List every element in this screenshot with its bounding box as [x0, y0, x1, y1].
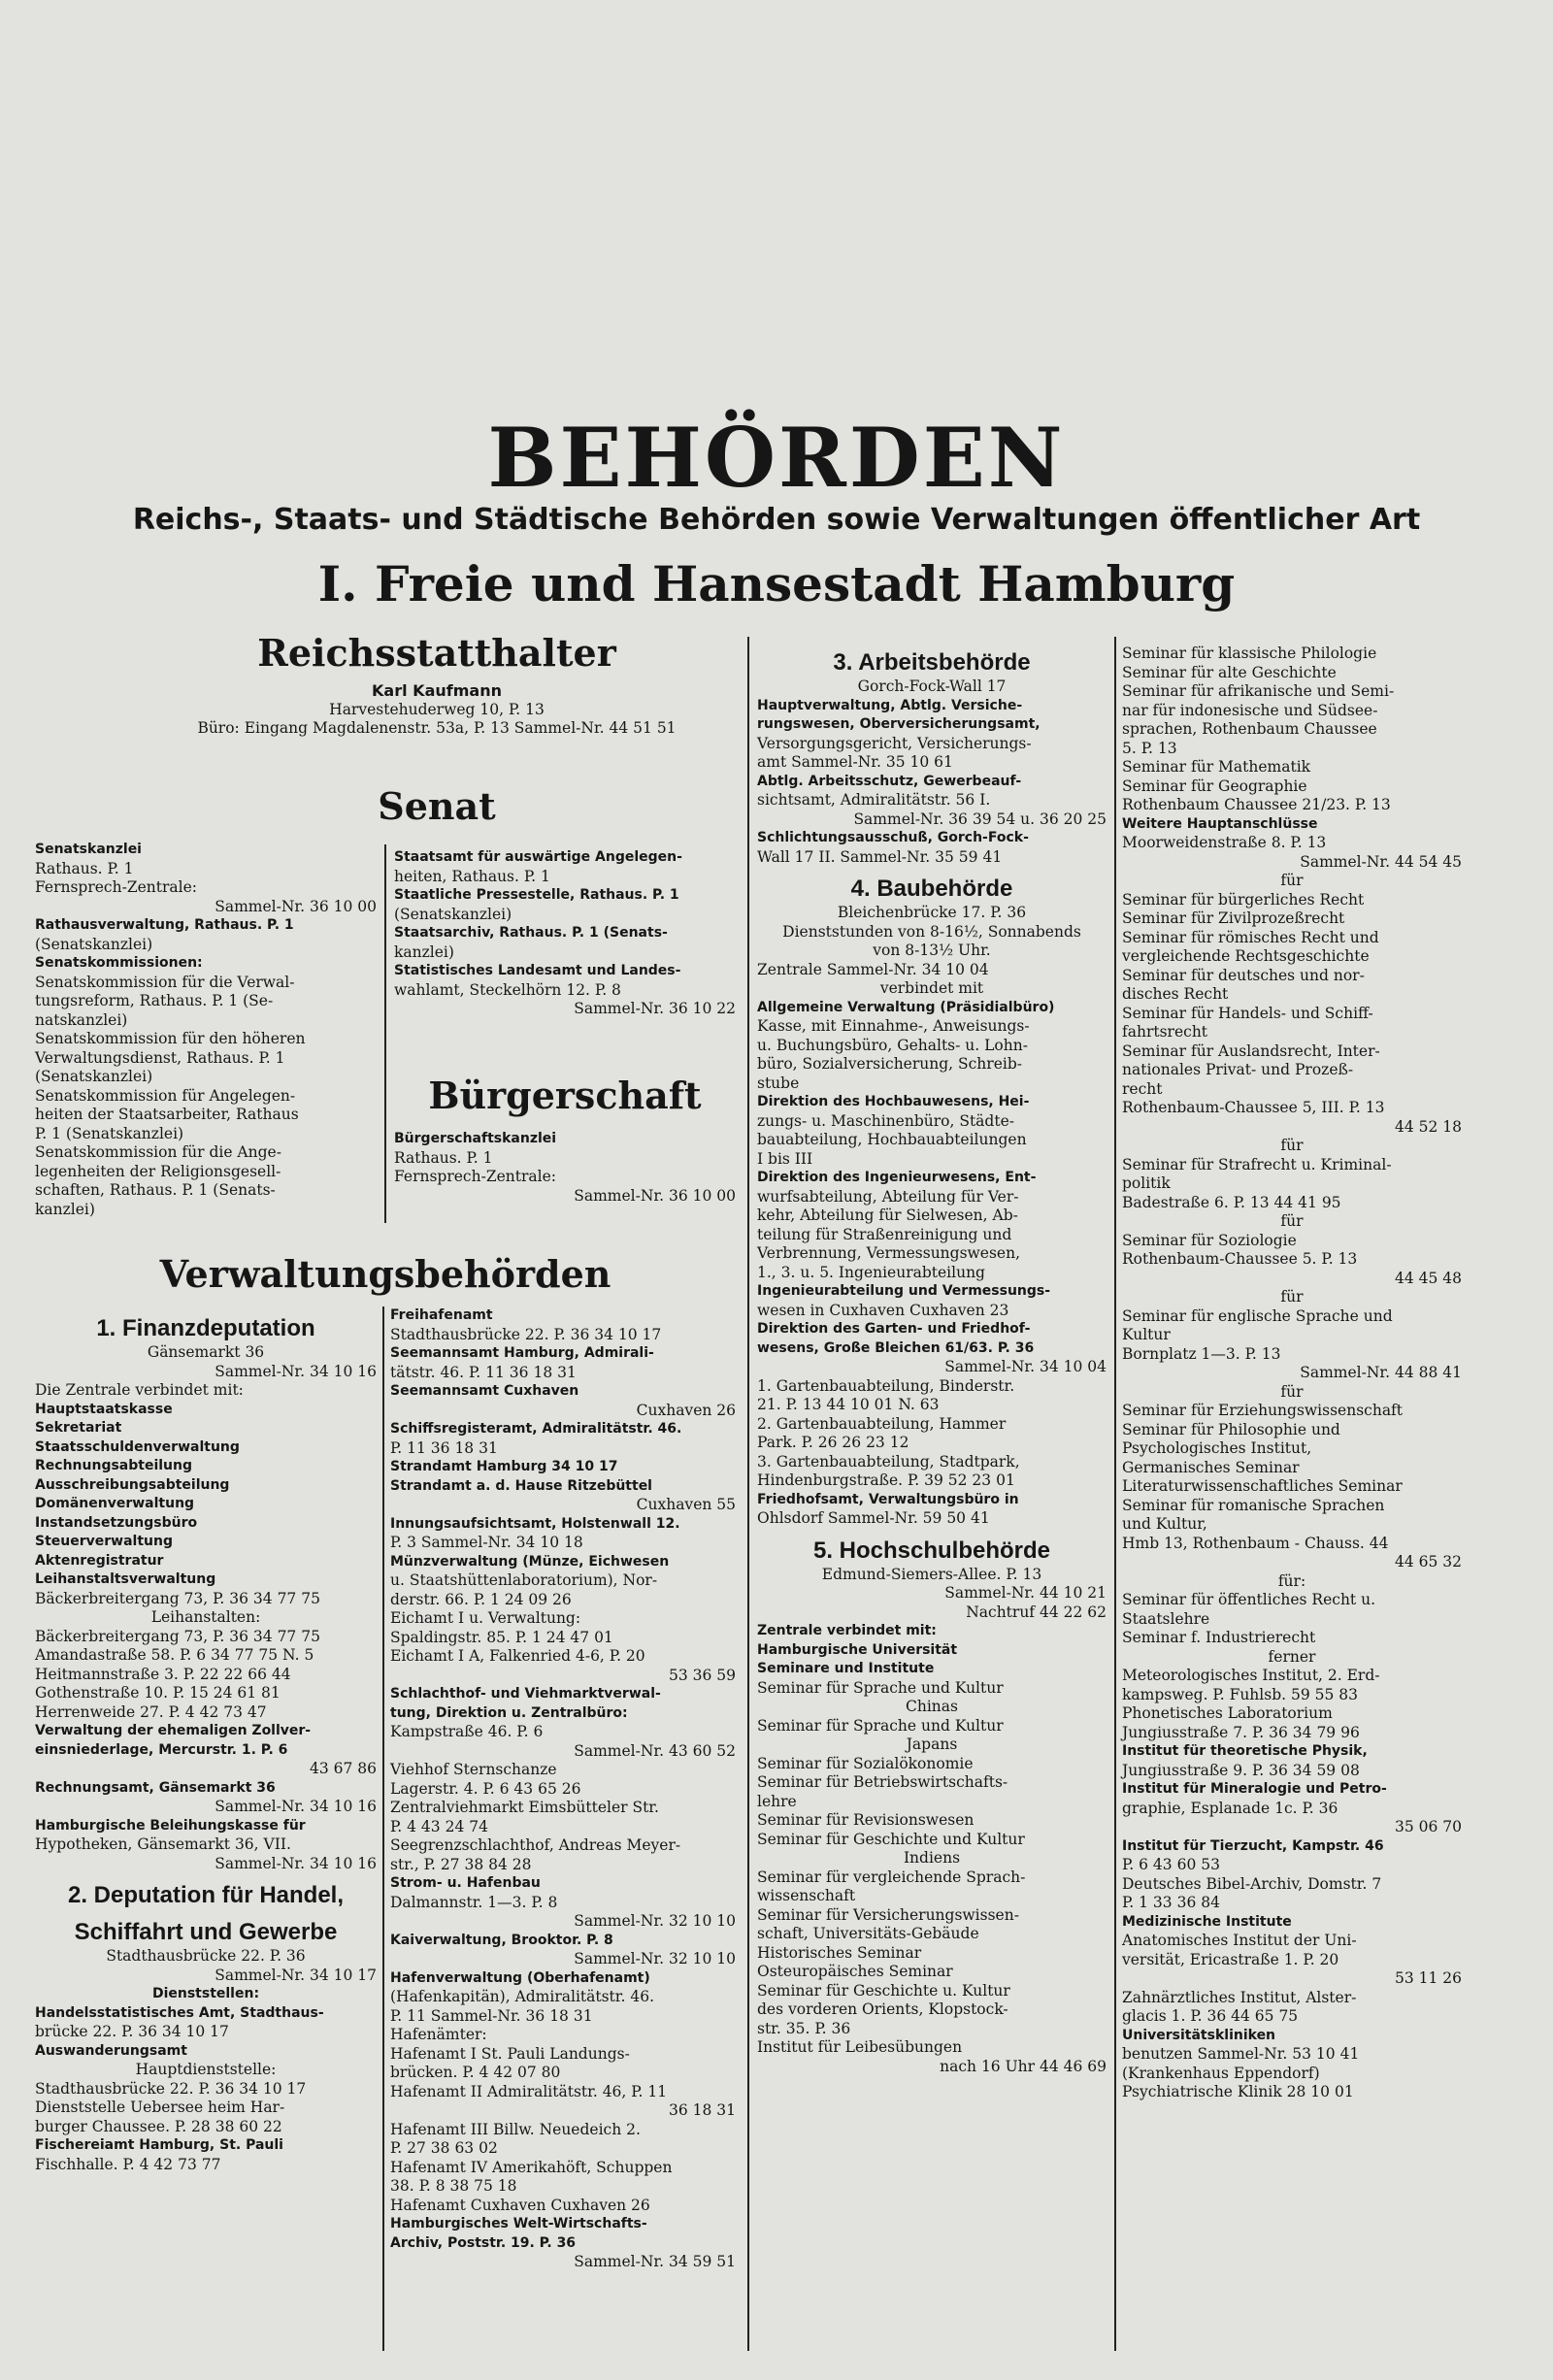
- text-line: Sammel-Nr. 44 54 45: [1300, 852, 1462, 871]
- text-line: kehr, Abteilung für Sielwesen, Ab-: [757, 1207, 1018, 1224]
- text-line: Steuerverwaltung: [35, 1534, 173, 1549]
- text-line: Lagerstr. 4. P. 6 43 65 26: [390, 1779, 581, 1798]
- text-line: Freihafenamt: [390, 1307, 493, 1323]
- text-line: Seminar für vergleichende Sprach-: [757, 1868, 1026, 1886]
- text-line: für: [1280, 1288, 1304, 1306]
- text-line: u. Buchungsbüro, Gehalts- u. Lohn-: [757, 1036, 1028, 1054]
- text-line: Hindenburgstraße. P. 39 52 23 01: [757, 1471, 1015, 1489]
- text-line: Seemannsamt Cuxhaven: [390, 1383, 579, 1399]
- text-line: tung, Direktion u. Zentralbüro:: [390, 1704, 628, 1721]
- text-line: 38. P. 8 38 75 18: [390, 2177, 517, 2195]
- text-line: Ausschreibungsabteilung: [35, 1476, 230, 1493]
- text-line: 35 06 70: [1394, 1818, 1462, 1835]
- text-line: Dienststellen:: [151, 1986, 260, 2001]
- text-line: Seminar für römisches Recht und: [1122, 928, 1379, 946]
- text-line: Viehhof Sternschanze: [390, 1761, 557, 1778]
- text-line: Sammel-Nr. 32 10 10: [574, 1912, 736, 1930]
- text-line: Herrenweide 27. P. 4 42 73 47: [35, 1702, 267, 1721]
- text-line: P. 1 (Senatskanzlei): [35, 1124, 184, 1142]
- text-line: Rothenbaum-Chaussee 5. P. 13: [1122, 1250, 1358, 1268]
- text-line: teilung für Straßenreinigung und: [757, 1225, 1012, 1243]
- text-line: 44 52 18: [1394, 1117, 1462, 1136]
- text-line: Literaturwissenschaftliches Seminar: [1122, 1477, 1403, 1495]
- text-line: wesen in Cuxhaven Cuxhaven 23: [757, 1301, 1009, 1319]
- region-heading: I. Freie und Hansestadt Hamburg: [317, 555, 1236, 612]
- text-line: Stadthausbrücke 22. P. 36 34 10 17: [390, 1325, 662, 1343]
- text-line: Heitmannstraße 3. P. 22 22 66 44: [35, 1665, 291, 1683]
- text-line: Strandamt Hamburg 34 10 17: [390, 1459, 618, 1474]
- text-line: Hauptstaatskasse: [35, 1401, 173, 1417]
- text-line: büro, Sozialversicherung, Schreib-: [757, 1055, 1022, 1073]
- text-line: und Kultur,: [1122, 1515, 1207, 1533]
- text-line: natskanzlei): [35, 1010, 128, 1029]
- text-line: Seminar für Betriebswirtschafts-: [757, 1773, 1008, 1791]
- text-line: Seminar für Auslandsrecht, Inter-: [1122, 1041, 1380, 1060]
- page-title: BEHÖRDEN: [487, 410, 1066, 506]
- text-line: derstr. 66. P. 1 24 09 26: [390, 1590, 572, 1608]
- text-line: Bäckerbreitergang 73, P. 36 34 77 75: [35, 1589, 320, 1607]
- text-line: Gorch-Fock-Wall 17: [857, 678, 1007, 695]
- text-line: Zentrale Sammel-Nr. 34 10 04: [757, 960, 989, 978]
- text-line: Nachtruf 44 22 62: [966, 1603, 1107, 1621]
- text-line: Seminar für Geographie: [1122, 777, 1307, 795]
- text-line: (Senatskanzlei): [35, 1068, 153, 1085]
- department-heading: 1. Finanzdeputation: [96, 1315, 315, 1341]
- text-line: Phonetisches Laboratorium: [1122, 1704, 1333, 1722]
- text-line: lehre: [757, 1792, 797, 1810]
- text-line: Zentrale verbindet mit:: [757, 1623, 937, 1638]
- text-line: heiten, Rathaus. P. 1: [394, 867, 550, 885]
- text-line: 1. Gartenbauabteilung, Binderstr.: [757, 1376, 1015, 1395]
- text-line: Seminar für Erziehungswissenschaft: [1122, 1402, 1404, 1419]
- text-line: 3. Gartenbauabteilung, Stadtpark,: [757, 1452, 1020, 1471]
- text-line: Archiv, Poststr. 19. P. 36: [390, 2234, 577, 2251]
- text-line: versität, Ericastraße 1. P. 20: [1122, 1950, 1339, 1968]
- text-line: Instandsetzungsbüro: [35, 1514, 198, 1531]
- text-line: Bäckerbreitergang 73, P. 36 34 77 75: [35, 1627, 320, 1645]
- text-line: Germanisches Seminar: [1122, 1458, 1300, 1476]
- text-line: graphie, Esplanade 1c. P. 36: [1122, 1799, 1338, 1817]
- text-line: Seemannsamt Hamburg, Admirali-: [390, 1345, 654, 1361]
- text-line: Leihanstalten:: [150, 1608, 261, 1626]
- text-line: Zentralviehmarkt Eimsbütteler Str.: [390, 1799, 659, 1816]
- text-line: Indiens: [903, 1849, 961, 1867]
- text-line: Seminar für deutsches und nor-: [1122, 966, 1365, 984]
- text-line: Seminare und Institute: [757, 1661, 935, 1676]
- text-line: für: [1280, 1137, 1304, 1154]
- text-line: 53 11 26: [1394, 1969, 1462, 1987]
- text-line: Friedhofsamt, Verwaltungsbüro in: [757, 1491, 1019, 1507]
- text-line: (Hafenkapitän), Admiralitätstr. 46.: [390, 1988, 654, 2005]
- text-line: Hmb 13, Rothenbaum - Chauss. 44: [1122, 1534, 1389, 1552]
- text-line: Rathausverwaltung, Rathaus. P. 1: [35, 917, 294, 933]
- text-line: Dalmannstr. 1—3. P. 8: [390, 1893, 558, 1911]
- text-line: wesens, Große Bleichen 61/63. P. 36: [757, 1339, 1035, 1356]
- text-line: Direktion des Garten- und Friedhof-: [757, 1321, 1031, 1337]
- text-line: Hafenamt I St. Pauli Landungs-: [390, 2044, 630, 2063]
- hochschul-institute-column: [1122, 645, 1462, 2102]
- text-line: P. 3 Sammel-Nr. 34 10 18: [390, 1534, 583, 1551]
- text-line: Moorweidenstraße 8. P. 13: [1122, 834, 1327, 851]
- text-line: Kaiverwaltung, Brooktor. P. 8: [390, 1932, 613, 1948]
- text-line: Stadthausbrücke 22. P. 36: [106, 1947, 306, 1965]
- text-line: Hauptverwaltung, Abtlg. Versiche-: [757, 697, 1023, 713]
- text-line: Direktion des Ingenieurwesens, Ent-: [757, 1170, 1037, 1185]
- text-line: Fernsprech-Zentrale:: [394, 1168, 556, 1185]
- text-line: Fischhalle. P. 4 42 73 77: [35, 2155, 221, 2173]
- text-line: Park. P. 26 26 23 12: [757, 1434, 909, 1451]
- text-line: Seminar für Philosophie und: [1122, 1420, 1340, 1438]
- text-line: Seminar für Sozialökonomie: [757, 1754, 974, 1772]
- text-line: Sammel-Nr. 34 10 16: [215, 1854, 377, 1872]
- text-line: Seminar für bürgerliches Recht: [1122, 890, 1365, 909]
- text-line: schaften, Rathaus. P. 1 (Senats-: [35, 1181, 276, 1199]
- column-rule: [1114, 637, 1116, 2351]
- text-line: Seminar für Strafrecht u. Kriminal-: [1122, 1155, 1392, 1173]
- behoerden-column-2: [390, 1306, 736, 2272]
- reichsstatthalter-name: Karl Kaufmann: [372, 681, 502, 700]
- text-line: Rechnungsamt, Gänsemarkt 36: [35, 1779, 276, 1796]
- text-line: sichtsamt, Admiralitätstr. 56 I.: [757, 791, 991, 809]
- text-line: Innungsaufsichtsamt, Holstenwall 12.: [390, 1515, 680, 1532]
- text-line: Eichamt I A, Falkenried 4-6, P. 20: [390, 1647, 645, 1665]
- text-line: Seminar für alte Geschichte: [1122, 663, 1337, 681]
- text-line: Medizinische Institute: [1122, 1913, 1292, 1930]
- text-line: Seminar für Geschichte u. Kultur: [757, 1981, 1010, 2000]
- text-line: Rechnungsabteilung: [35, 1458, 193, 1473]
- text-line: bauabteilung, Hochbauabteilungen: [757, 1131, 1027, 1148]
- department-heading: 3. Arbeitsbehörde: [833, 649, 1031, 676]
- text-line: kanzlei): [394, 942, 454, 961]
- text-line: Dienststunden von 8-16½, Sonnabends: [782, 922, 1081, 941]
- text-line: Seminar für afrikanische und Semi-: [1122, 682, 1395, 700]
- column-rule: [384, 844, 386, 1223]
- text-line: Edmund-Siemers-Allee. P. 13: [821, 1565, 1042, 1583]
- text-line: Rothenbaum Chaussee 21/23. P. 13: [1122, 796, 1391, 813]
- text-line: P. 27 38 63 02: [390, 2139, 498, 2157]
- reichsstatthalter-address: Harvestehuderweg 10, P. 13: [329, 700, 545, 718]
- text-line: Seminar f. Industrierecht: [1122, 1629, 1316, 1646]
- text-line: Kultur: [1122, 1326, 1171, 1343]
- text-line: Direktion des Hochbauwesens, Hei-: [757, 1094, 1030, 1109]
- text-line: Deutsches Bibel-Archiv, Domstr. 7: [1122, 1874, 1382, 1893]
- text-line: einsniederlage, Mercurstr. 1. P. 6: [35, 1741, 288, 1758]
- text-line: politik: [1122, 1174, 1171, 1192]
- senat-heading: Senat: [378, 784, 496, 828]
- reichsstatthalter-section: [146, 631, 728, 739]
- text-line: Die Zentrale verbindet mit:: [35, 1381, 244, 1399]
- text-line: Sammel-Nr. 36 10 00: [574, 1186, 736, 1205]
- text-line: disches Recht: [1122, 985, 1229, 1003]
- text-line: Seminar für Sprache und Kultur: [757, 1716, 1004, 1735]
- text-line: brücken. P. 4 42 07 80: [390, 2064, 561, 2081]
- text-line: wurfsabteilung, Abteilung für Ver-: [757, 1187, 1019, 1206]
- text-line: Staatslehre: [1122, 1609, 1210, 1628]
- text-line: Sammel-Nr. 34 10 04: [944, 1358, 1107, 1375]
- department-heading: 4. Baubehörde: [850, 876, 1013, 902]
- text-line: Sammel-Nr. 32 10 10: [574, 1950, 736, 1967]
- text-line: für: [1280, 872, 1304, 889]
- text-line: Institut für Tierzucht, Kampstr. 46: [1122, 1837, 1384, 1854]
- text-line: nar für indonesische und Südsee-: [1122, 701, 1378, 719]
- text-line: P. 11 Sammel-Nr. 36 18 31: [390, 2006, 593, 2025]
- text-line: Cuxhaven 26: [636, 1401, 736, 1419]
- text-line: Seminar für Versicherungswissen-: [757, 1905, 1019, 1924]
- text-line: Sammel-Nr. 43 60 52: [574, 1741, 736, 1760]
- text-line: Senatskommission für die Ange-: [35, 1143, 281, 1161]
- text-line: Hamburgisches Welt-Wirtschafts-: [390, 2216, 647, 2231]
- text-line: Sammel-Nr. 34 59 51: [574, 2253, 736, 2270]
- text-line: tungsreform, Rathaus. P. 1 (Se-: [35, 992, 274, 1009]
- text-line: Dienststelle Uebersee heim Har-: [35, 2099, 285, 2116]
- text-line: Spaldingstr. 85. P. 1 24 47 01: [390, 1628, 613, 1646]
- text-line: sprachen, Rothenbaum Chaussee: [1122, 720, 1377, 738]
- text-line: P. 4 43 24 74: [390, 1817, 488, 1835]
- text-line: Seminar für englische Sprache und: [1122, 1306, 1393, 1325]
- text-line: Leihanstaltsverwaltung: [35, 1571, 216, 1587]
- text-line: Institut für Mineralogie und Petro-: [1122, 1781, 1387, 1797]
- text-line: Münzverwaltung (Münze, Eichwesen: [390, 1553, 670, 1570]
- text-line: nationales Privat- und Prozeß-: [1122, 1061, 1354, 1078]
- text-line: für: [1280, 1382, 1304, 1401]
- text-line: Psychiatrische Klinik 28 10 01: [1122, 2083, 1354, 2100]
- text-line: Sammel-Nr. 36 39 54 u. 36 20 25: [853, 810, 1107, 828]
- text-line: Allgemeine Verwaltung (Präsidialbüro): [757, 999, 1055, 1015]
- text-line: Bornplatz 1—3. P. 13: [1122, 1344, 1281, 1363]
- text-line: Chinas: [906, 1698, 958, 1715]
- text-line: (Senatskanzlei): [394, 905, 512, 923]
- text-line: Verwaltungsdienst, Rathaus. P. 1: [35, 1048, 285, 1067]
- text-line: Sammel-Nr. 34 10 17: [215, 1966, 377, 1984]
- text-line: Verbrennung, Vermessungswesen,: [757, 1244, 1021, 1262]
- text-line: Kampstraße 46. P. 6: [390, 1723, 544, 1740]
- text-line: Hafenverwaltung (Oberhafenamt): [390, 1969, 650, 1986]
- text-line: Institut für Leibesübungen: [757, 2038, 963, 2056]
- text-line: vergleichende Rechtsgeschichte: [1122, 947, 1370, 965]
- text-line: schaft, Universitäts-Gebäude: [757, 1925, 979, 1942]
- text-line: Bleichenbrücke 17. P. 36: [837, 904, 1027, 921]
- arbeits-bau-hochschul-column: [757, 641, 1107, 2076]
- text-line: Meteorologisches Institut, 2. Erd-: [1122, 1667, 1380, 1684]
- text-line: des vorderen Orients, Klopstock-: [757, 2000, 1008, 2018]
- page-subtitle: Reichs-, Staats- und Städtische Behörden sowie Verwaltungen öffentlicher Art: [132, 503, 1421, 537]
- text-line: amt Sammel-Nr. 35 10 61: [757, 753, 953, 771]
- text-line: Seminar für Geschichte und Kultur: [757, 1830, 1025, 1848]
- text-line: wissenschaft: [757, 1887, 856, 1904]
- text-line: Schlachthof- und Viehmarktverwal-: [390, 1686, 661, 1702]
- text-line: Auswanderungsamt: [35, 2042, 187, 2059]
- text-line: wahlamt, Steckelhörn 12. P. 8: [394, 980, 621, 999]
- text-line: Gänsemarkt 36: [147, 1343, 265, 1361]
- text-line: Senatskanzlei: [35, 842, 142, 857]
- text-line: burger Chaussee. P. 28 38 60 22: [35, 2117, 282, 2135]
- text-line: tätstr. 46. P. 11 36 18 31: [390, 1363, 577, 1381]
- text-line: Eichamt I u. Verwaltung:: [390, 1609, 581, 1627]
- text-line: Hafenamt Cuxhaven Cuxhaven 26: [390, 2196, 650, 2214]
- text-line: Seminar für klassische Philologie: [1122, 645, 1377, 662]
- reichsstatthalter-heading: Reichsstatthalter: [257, 631, 616, 675]
- text-line: nach 16 Uhr 44 46 69: [940, 2057, 1107, 2075]
- text-line: Sammel-Nr. 44 10 21: [944, 1584, 1107, 1602]
- text-line: stube: [757, 1074, 800, 1092]
- text-line: Jungiusstraße 7. P. 36 34 79 96: [1122, 1723, 1360, 1741]
- text-line: Hamburgische Universität: [757, 1641, 958, 1658]
- text-line: Hafenämter:: [390, 2026, 487, 2043]
- text-line: zungs- u. Maschinenbüro, Städte-: [757, 1111, 1014, 1130]
- text-line: 36 18 31: [668, 2101, 736, 2119]
- text-line: 53 36 59: [668, 1666, 736, 1684]
- text-line: Hamburgische Beleihungskasse für: [35, 1817, 306, 1834]
- text-line: Versorgungsgericht, Versicherungs-: [757, 734, 1032, 752]
- text-line: Historisches Seminar: [757, 1943, 922, 1962]
- text-line: Sammel-Nr. 36 10 00: [215, 897, 377, 915]
- text-line: Rathaus. P. 1: [394, 1148, 493, 1167]
- text-line: Psychologisches Institut,: [1122, 1439, 1312, 1457]
- text-line: verbindet mit: [879, 979, 984, 997]
- text-line: Seminar für Mathematik: [1122, 758, 1311, 776]
- text-line: Fernsprech-Zentrale:: [35, 878, 197, 896]
- verwaltung-heading: Verwaltungsbehörden: [159, 1252, 611, 1296]
- text-line: Anatomisches Institut der Uni-: [1122, 1932, 1357, 1949]
- text-line: u. Staatshüttenlaboratorium), Nor-: [390, 1571, 658, 1589]
- reichsstatthalter-buero: Büro: Eingang Magdalenenstr. 53a, P. 13 Sammel-Nr. 44 51 51: [197, 719, 677, 737]
- department-heading: 2. Deputation für Handel,: [67, 1882, 344, 1908]
- text-line: Verwaltung der ehemaligen Zollver-: [35, 1723, 312, 1738]
- text-line: Hafenamt IV Amerikahöft, Schuppen: [390, 2158, 673, 2176]
- text-line: Sekretariat: [35, 1420, 122, 1436]
- text-line: Sammel-Nr. 34 10 16: [215, 1798, 377, 1815]
- text-line: Badestraße 6. P. 13 44 41 95: [1122, 1193, 1341, 1211]
- text-line: Weitere Hauptanschlüsse: [1122, 815, 1318, 832]
- text-line: Amandastraße 58. P. 6 34 77 75 N. 5: [35, 1646, 314, 1664]
- text-line: für: [1280, 1212, 1304, 1230]
- text-line: Rothenbaum-Chaussee 5, III. P. 13: [1122, 1099, 1385, 1116]
- text-line: Statistisches Landesamt und Landes-: [394, 963, 681, 978]
- text-line: P. 11 36 18 31: [390, 1438, 498, 1457]
- text-line: heiten der Staatsarbeiter, Rathaus: [35, 1106, 299, 1123]
- text-line: von 8-13½ Uhr.: [873, 942, 991, 959]
- text-line: 5. P. 13: [1122, 739, 1177, 757]
- text-line: Seminar für Zivilprozeßrecht: [1122, 909, 1345, 927]
- text-line: Senatskommission für Angelegen-: [35, 1086, 296, 1105]
- text-line: Hauptdienststelle:: [135, 2061, 277, 2078]
- finanzdeputation-column: [35, 1306, 377, 2174]
- text-line: Schlichtungsausschuß, Gorch-Fock-: [757, 830, 1029, 845]
- senat-right-column: [394, 848, 736, 1019]
- text-line: Seminar für Handels- und Schiff-: [1122, 1004, 1373, 1022]
- text-line: kampsweg. P. Fuhlsb. 59 55 83: [1122, 1685, 1358, 1703]
- buergerschaft-heading: Bürgerschaft: [428, 1074, 702, 1117]
- text-line: Hypotheken, Gänsemarkt 36, VII.: [35, 1835, 291, 1853]
- text-line: Hafenamt II Admiralitätstr. 46, P. 11: [390, 2082, 668, 2100]
- text-line: Aktenregistratur: [35, 1552, 164, 1569]
- text-line: recht: [1122, 1079, 1163, 1098]
- text-line: Kasse, mit Einnahme-, Anweisungs-: [757, 1017, 1030, 1035]
- text-line: Sammel-Nr. 34 10 16: [215, 1362, 377, 1380]
- buergerschaft-lines: [394, 1130, 736, 1206]
- column-rule: [382, 1306, 384, 2351]
- text-line: fahrtsrecht: [1122, 1023, 1208, 1041]
- text-line: für:: [1277, 1571, 1306, 1590]
- text-line: Handelsstatistisches Amt, Stadthaus-: [35, 2004, 324, 2021]
- text-line: ferner: [1268, 1647, 1316, 1666]
- text-line: Rathaus. P. 1: [35, 859, 134, 877]
- text-line: Senatskommission für den höheren: [35, 1030, 306, 1047]
- department-heading: 5. Hochschulbehörde: [812, 1537, 1051, 1564]
- text-line: Ingenieurabteilung und Vermessungs-: [757, 1283, 1051, 1299]
- text-line: 1., 3. u. 5. Ingenieurabteilung: [757, 1263, 985, 1281]
- text-line: kanzlei): [35, 1200, 95, 1218]
- text-line: Japans: [906, 1735, 958, 1753]
- text-line: Gothenstraße 10. P. 15 24 61 81: [35, 1684, 281, 1702]
- text-line: Seegrenzschlachthof, Andreas Meyer-: [390, 1836, 681, 1854]
- text-line: Ohlsdorf Sammel-Nr. 59 50 41: [757, 1509, 990, 1527]
- text-line: (Senatskanzlei): [35, 935, 153, 953]
- text-line: Sammel-Nr. 36 10 22: [574, 1000, 736, 1017]
- text-line: Osteuropäisches Seminar: [757, 1963, 953, 1980]
- text-line: Institut für theoretische Physik,: [1122, 1743, 1368, 1759]
- text-line: legenheiten der Religionsgesell-: [35, 1162, 281, 1180]
- text-line: glacis 1. P. 36 44 65 75: [1122, 2007, 1299, 2025]
- text-line: 44 65 32: [1394, 1553, 1462, 1570]
- text-line: 21. P. 13 44 10 01 N. 63: [757, 1396, 940, 1413]
- text-line: Staatsarchiv, Rathaus. P. 1 (Senats-: [394, 925, 668, 941]
- text-line: Bürgerschaftskanzlei: [394, 1131, 557, 1146]
- text-line: Fischereiamt Hamburg, St. Pauli: [35, 2137, 283, 2153]
- text-line: (Krankenhaus Eppendorf): [1122, 2064, 1320, 2082]
- text-line: brücke 22. P. 36 34 10 17: [35, 2023, 229, 2040]
- text-line: Seminar für öffentliches Recht u.: [1122, 1591, 1375, 1608]
- text-line: Strom- u. Hafenbau: [390, 1875, 541, 1891]
- text-line: 2. Gartenbauabteilung, Hammer: [757, 1414, 1007, 1433]
- text-line: Sammel-Nr. 44 88 41: [1300, 1364, 1462, 1381]
- text-line: Staatsamt für auswärtige Angelegen-: [394, 849, 682, 865]
- text-line: Wall 17 II. Sammel-Nr. 35 59 41: [757, 847, 1003, 866]
- text-line: Schiffsregisteramt, Admiralitätstr. 46.: [390, 1421, 682, 1437]
- text-line: Seminar für Soziologie: [1122, 1231, 1297, 1249]
- text-line: Staatsschuldenverwaltung: [35, 1438, 240, 1455]
- text-line: Seminar für romanische Sprachen: [1122, 1496, 1385, 1514]
- text-line: Cuxhaven 55: [636, 1496, 736, 1513]
- text-line: Staatliche Pressestelle, Rathaus. P. 1: [394, 887, 679, 903]
- department-heading: Schiffahrt und Gewerbe: [74, 1919, 338, 1945]
- text-line: rungswesen, Oberversicherungsamt,: [757, 716, 1041, 732]
- text-line: Seminar für Revisionswesen: [757, 1811, 975, 1829]
- text-line: Abtlg. Arbeitsschutz, Gewerbeauf-: [757, 773, 1022, 789]
- text-line: P. 6 43 60 53: [1122, 1856, 1220, 1873]
- text-line: Universitätskliniken: [1122, 2027, 1276, 2043]
- text-line: str. 35. P. 36: [757, 2019, 851, 2037]
- text-line: benutzen Sammel-Nr. 53 10 41: [1122, 2045, 1360, 2063]
- text-line: Hafenamt III Billw. Neuedeich 2.: [390, 2120, 641, 2138]
- text-line: 44 45 48: [1394, 1269, 1462, 1287]
- text-line: I bis III: [757, 1149, 813, 1168]
- column-rule: [747, 637, 749, 2351]
- text-line: Seminar für Sprache und Kultur: [757, 1678, 1004, 1697]
- text-line: Stadthausbrücke 22. P. 36 34 10 17: [35, 2079, 307, 2098]
- text-line: Domänenverwaltung: [35, 1496, 195, 1511]
- text-line: 43 67 86: [309, 1760, 377, 1777]
- text-line: Jungiusstraße 9. P. 36 34 59 08: [1122, 1761, 1360, 1779]
- text-line: str., P. 27 38 84 28: [390, 1855, 532, 1873]
- text-line: Strandamt a. d. Hause Ritzebüttel: [390, 1477, 652, 1494]
- text-line: P. 1 33 36 84: [1122, 1894, 1220, 1911]
- text-line: Zahnärztliches Institut, Alster-: [1122, 1988, 1357, 2006]
- senat-left-column: [35, 841, 377, 1219]
- text-line: Senatskommissionen:: [35, 955, 203, 971]
- text-line: Senatskommission für die Verwal-: [35, 973, 295, 991]
